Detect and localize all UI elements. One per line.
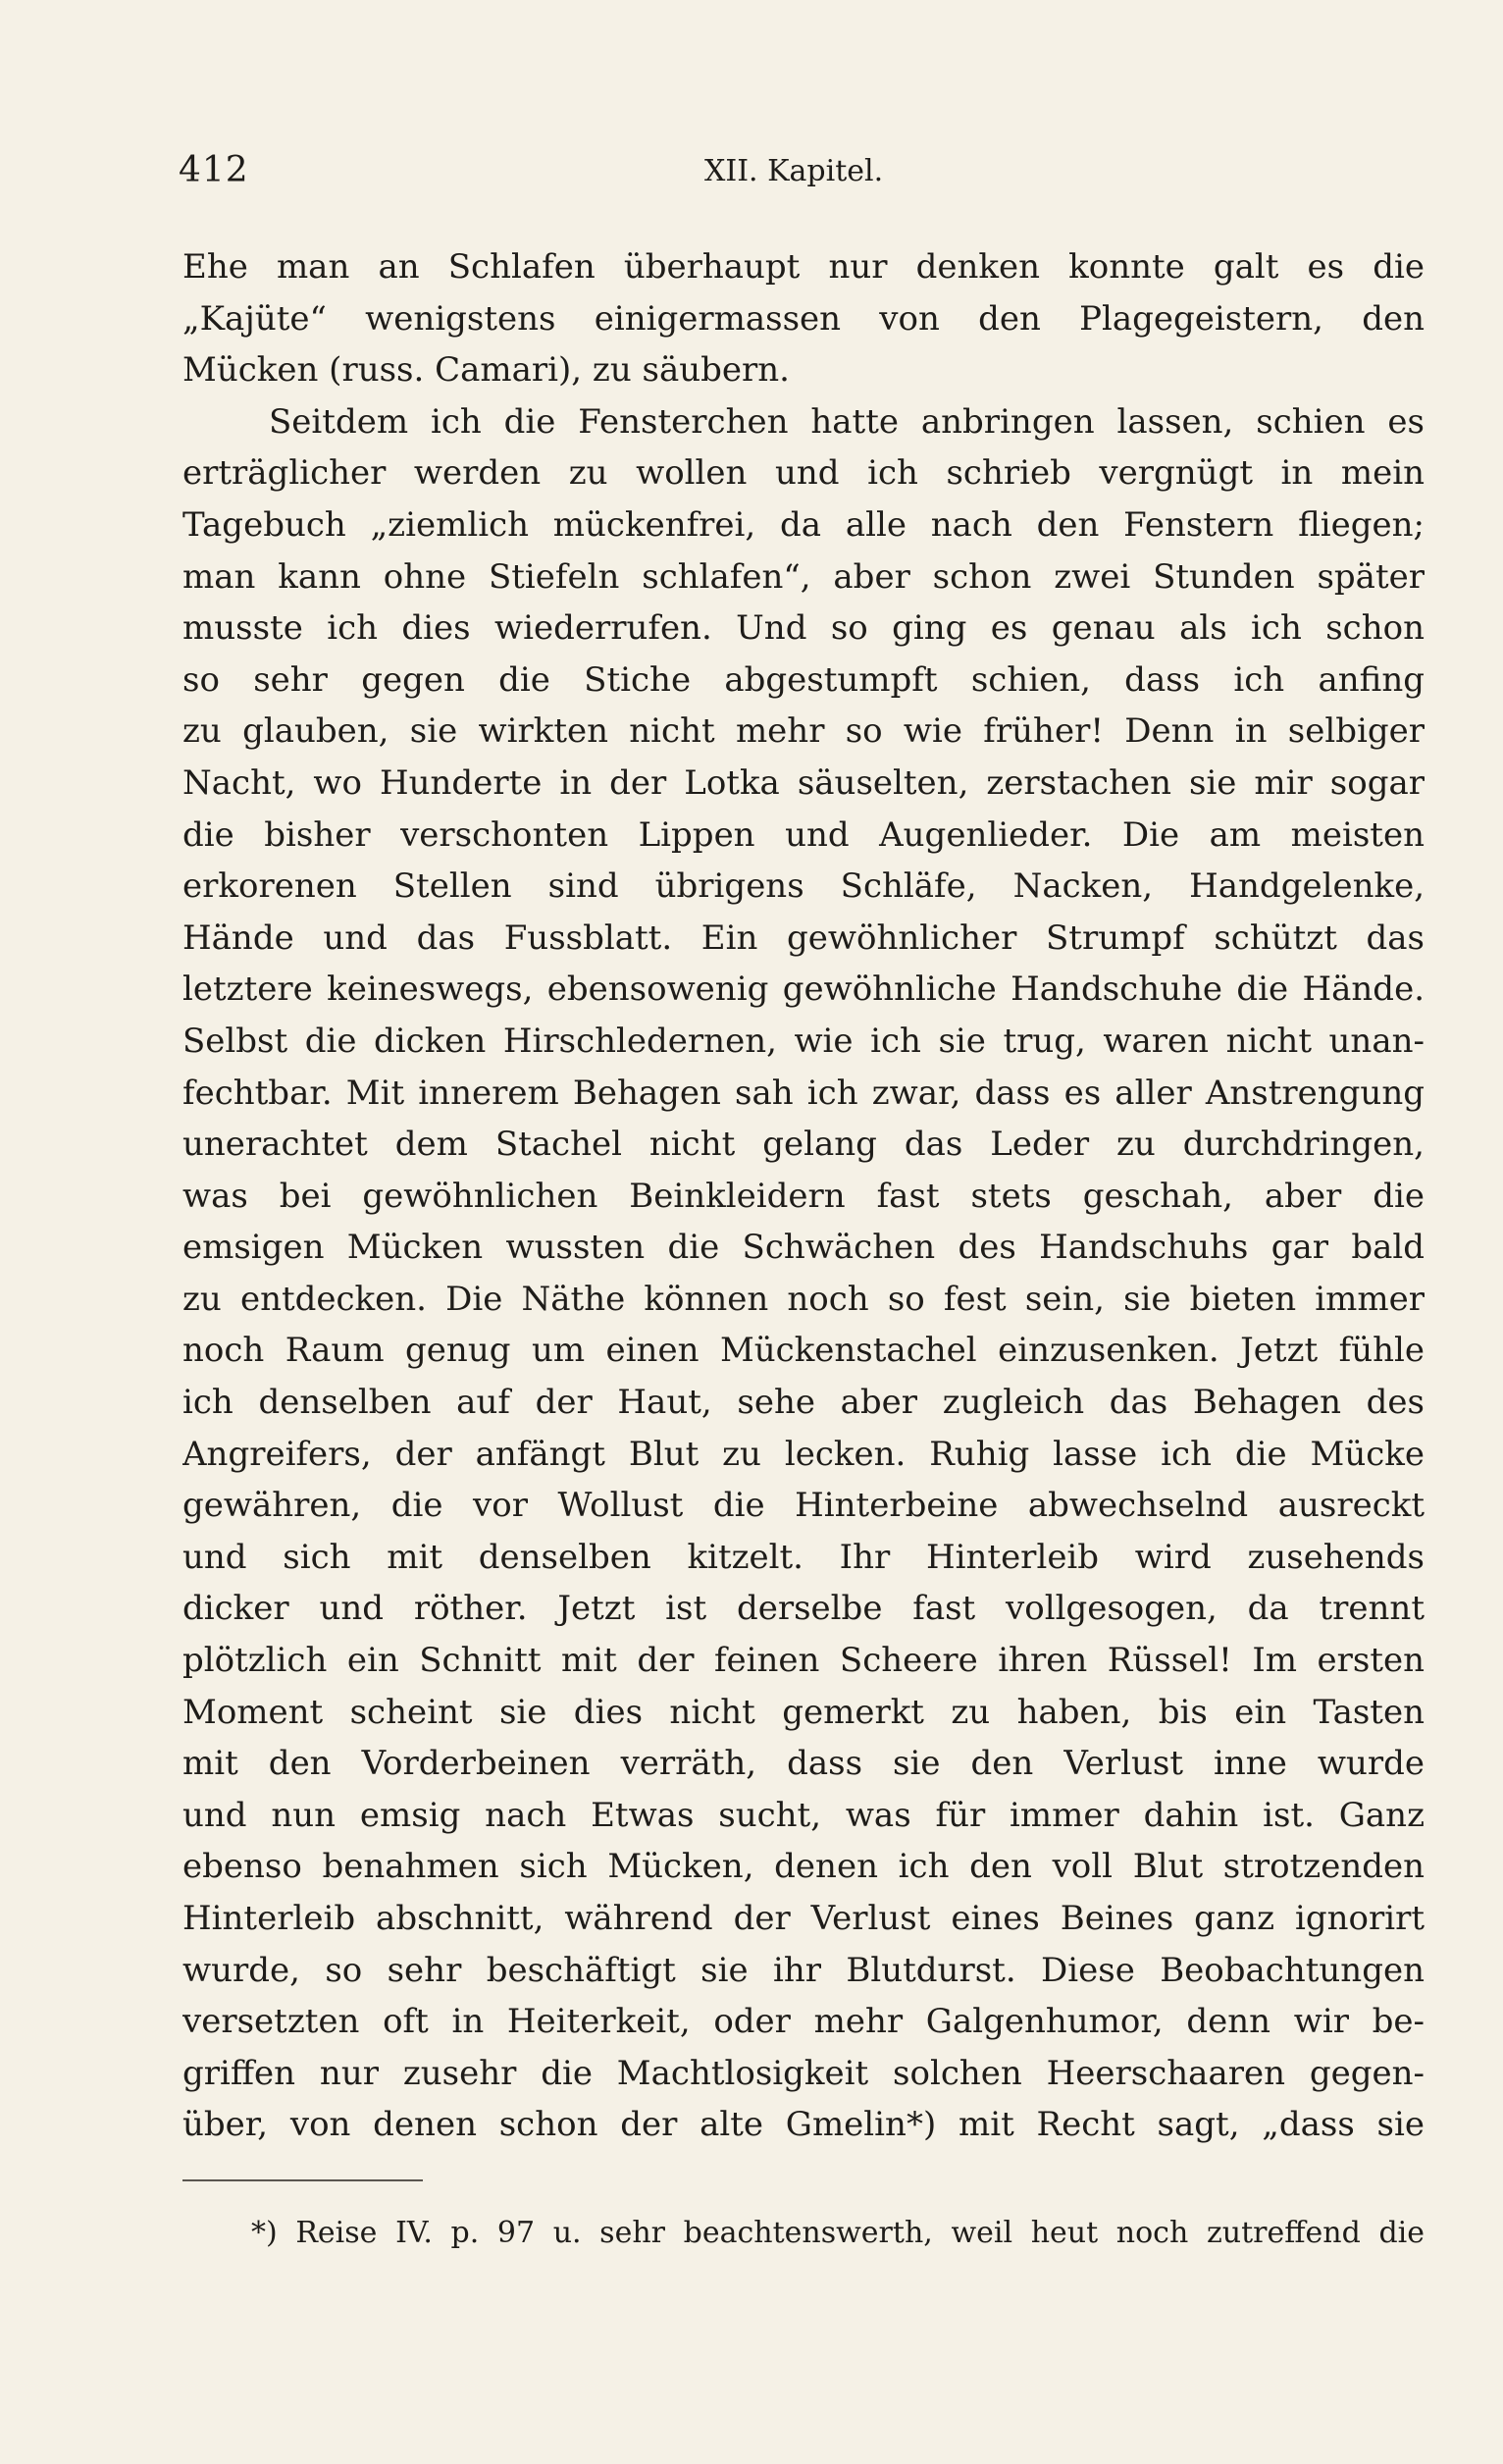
text-line: Hände und das Fussblatt. Ein gewöhnlicher Strumpf schützt das (182, 917, 1425, 958)
text-line: erkorenen Stellen sind übrigens Schläfe, Nacken, Handgelenke, (182, 866, 1425, 907)
page-number: 412 (179, 150, 249, 190)
running-head: XII. Kapitel. (704, 154, 884, 188)
text-line: unerachtet dem Stachel nicht gelang das Leder zu durchdringen, (182, 1125, 1425, 1165)
text-line: Angreifers, der anfängt Blut zu lecken. Ruhig lasse ich die Mücke (182, 1434, 1425, 1474)
body-text (182, 241, 1425, 2151)
text-line: die bisher verschonten Lippen und Augenlieder. Die am meisten (182, 814, 1425, 855)
text-line: und nun emsig nach Etwas sucht, was für immer dahin ist. Ganz (182, 1795, 1425, 1835)
text-line: erträglicher werden zu wollen und ich schrieb vergnügt in mein (182, 453, 1425, 494)
text-line: mit den Vorderbeinen verräth, dass sie den Verlust inne wurde (182, 1744, 1425, 1784)
text-line: ebenso benahmen sich Mücken, denen ich den voll Blut strotzenden (182, 1847, 1425, 1887)
text-line: ich denselben auf der Haut, sehe aber zugleich das Behagen des (182, 1383, 1425, 1423)
text-line: letztere keineswegs, ebensowenig gewöhnliche Handschuhe die Hände. (182, 970, 1425, 1010)
text-line: musste ich dies wiederrufen. Und so ging es genau als ich schon (182, 608, 1425, 649)
text-line: emsigen Mücken wussten die Schwächen des Handschuhs gar bald (182, 1228, 1425, 1268)
text-line: Moment scheint sie dies nicht gemerkt zu haben, bis ein Tasten (182, 1692, 1425, 1732)
text-line: Ehe man an Schlafen überhaupt nur denken konnte galt es die (182, 247, 1425, 287)
footnote-divider (182, 2179, 423, 2181)
text-line: „Kajüte“ wenigstens einigermassen von den Plagegeistern, den (182, 298, 1425, 339)
text-line: plötzlich ein Schnitt mit der feinen Scheere ihren Rüssel! Im ersten (182, 1641, 1425, 1681)
text-line: Selbst die dicken Hirschledernen, wie ich sie trug, waren nicht unan- (182, 1021, 1425, 1061)
text-line: über, von denen schon der alte Gmelin*) mit Recht sagt, „dass sie (182, 2105, 1425, 2145)
text-line: was bei gewöhnlichen Beinkleidern fast stets geschah, aber die (182, 1176, 1425, 1216)
text-line: Tagebuch „ziemlich mückenfrei, da alle nach den Fenstern fliegen; (182, 504, 1425, 545)
footnote: *) Reise IV. p. 97 u. sehr beachtenswerth, weil heut noch zutreffend die (251, 2216, 1425, 2250)
text-line: zu entdecken. Die Näthe können noch so fest sein, sie bieten immer (182, 1279, 1425, 1319)
text-line: Nacht, wo Hunderte in der Lotka säuselten, zerstachen sie mir sogar (182, 762, 1425, 803)
text-line: noch Raum genug um einen Mückenstachel einzusenken. Jetzt fühle (182, 1331, 1425, 1371)
text-line: versetzten oft in Heiterkeit, oder mehr Galgenhumor, denn wir be- (182, 2002, 1425, 2042)
text-line: Mücken (russ. Camari), zu säubern. (182, 350, 790, 391)
text-line: so sehr gegen die Stiche abgestumpft schien, dass ich anfing (182, 659, 1425, 700)
text-line: griffen nur zusehr die Machtlosigkeit solchen Heerschaaren gegen- (182, 2053, 1425, 2093)
text-line: zu glauben, sie wirkten nicht mehr so wie früher! Denn in selbiger (182, 711, 1425, 752)
text-line: Seitdem ich die Fensterchen hatte anbringen lassen, schien es (269, 401, 1425, 442)
text-line: wurde, so sehr beschäftigt sie ihr Blutdurst. Diese Beobachtungen (182, 1950, 1425, 1990)
text-line: fechtbar. Mit innerem Behagen sah ich zwar, dass es aller Anstrengung (182, 1073, 1425, 1113)
text-line: man kann ohne Stiefeln schlafen“, aber schon zwei Stunden später (182, 556, 1425, 597)
text-line: Hinterleib abschnitt, während der Verlust eines Beines ganz ignorirt (182, 1899, 1425, 1938)
text-line: und sich mit denselben kitzelt. Ihr Hinterleib wird zusehends (182, 1537, 1425, 1577)
text-line: gewähren, die vor Wollust die Hinterbeine abwechselnd ausreckt (182, 1486, 1425, 1526)
text-line: dicker und röther. Jetzt ist derselbe fast vollgesogen, da trennt (182, 1589, 1425, 1629)
